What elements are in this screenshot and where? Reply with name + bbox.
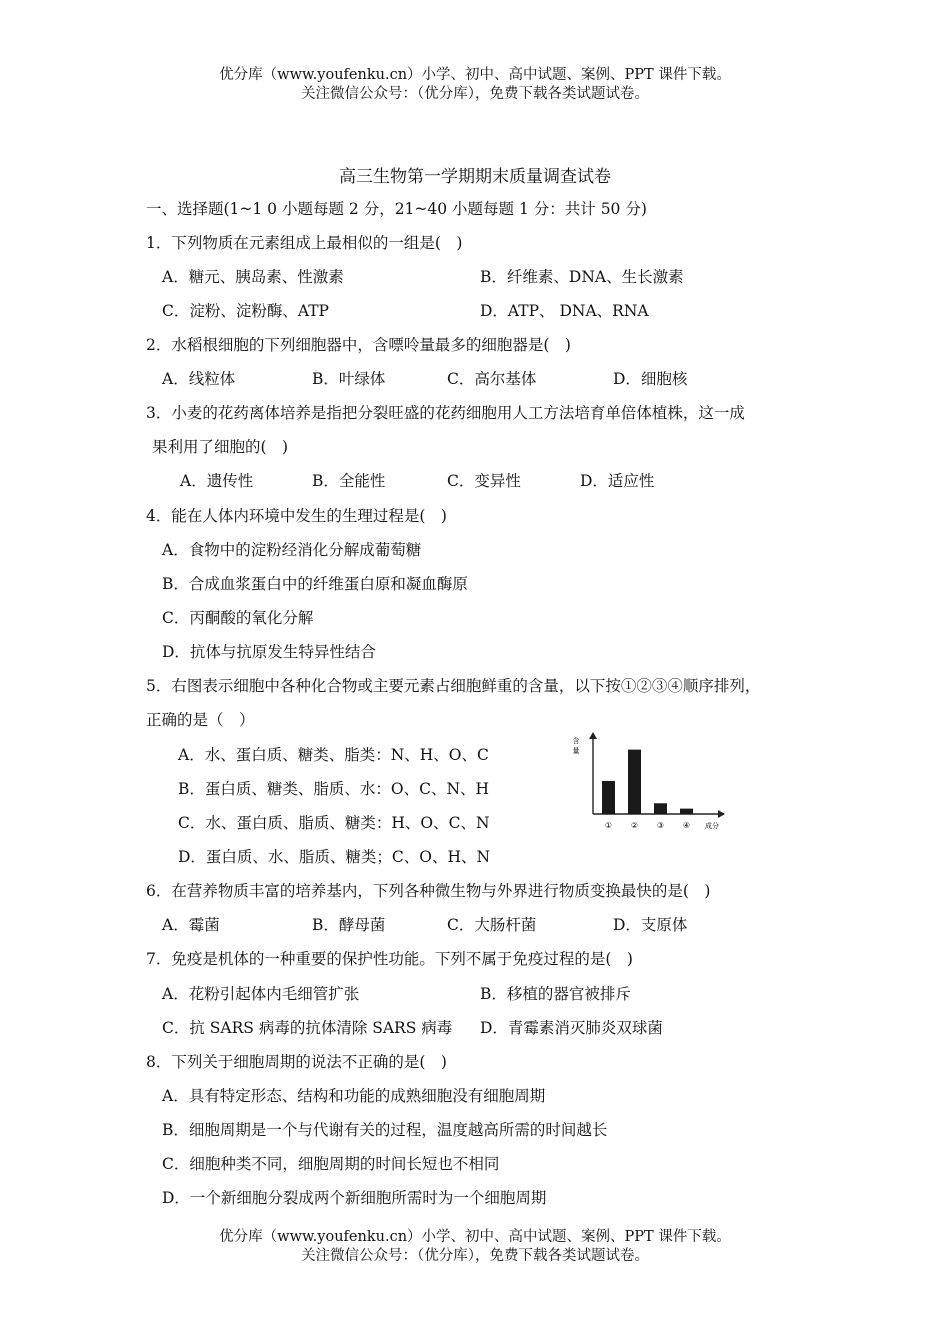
x-axis-label: 成分: [705, 822, 719, 830]
q6-option-c: C．大肠杆菌: [447, 916, 537, 934]
q1-option-b: B．纤维素、DNA、生长激素: [480, 268, 684, 286]
q2-option-a: A．线粒体: [162, 370, 236, 388]
q2-option-c: C．高尔基体: [447, 370, 537, 388]
q5-stem-1: 5．右图表示细胞中各种化合物或主要元素占细胞鲜重的含量，以下按①②③④顺序排列，: [146, 677, 761, 695]
q7-option-d: D．青霉素消灭肺炎双球菌: [480, 1019, 663, 1037]
header-banner: [0, 66, 950, 104]
q6-option-b: B．酵母菌: [312, 916, 386, 934]
y-axis-arrow: [589, 732, 597, 739]
q2-stem: 2．水稻根细胞的下列细胞器中，含嘌呤量最多的细胞器是( ): [146, 336, 571, 354]
q8-option-b: B．细胞周期是一个与代谢有关的过程，温度越高所需的时间越长: [162, 1121, 608, 1139]
header-line-2: 关注微信公众号：（优分库），免费下载各类试题试卷。: [301, 86, 649, 102]
q8-stem: 8．下列关于细胞周期的说法不正确的是( ): [146, 1053, 447, 1071]
q7-option-c: C．抗 SARS 病毒的抗体清除 SARS 病毒: [162, 1019, 453, 1037]
q3-option-d: D．适应性: [580, 472, 655, 490]
q4-stem: 4．能在人体内环境中发生的生理过程是( ): [146, 507, 447, 525]
q6-option-d: D．支原体: [613, 916, 688, 934]
q3-stem-1: 3．小麦的花药离体培养是指把分裂旺盛的花药细胞用人工方法培育单倍体植株，这一成: [146, 404, 745, 422]
q1-stem: 1．下列物质在元素组成上最相似的一组是( ): [146, 234, 463, 252]
q7-option-b: B．移植的器官被排斥: [480, 985, 631, 1003]
q5-option-b: B．蛋白质、糖类、脂质、水：O、C、N、H: [178, 780, 490, 798]
y-axis-label-char: 量: [572, 747, 580, 755]
q5-stem-2: 正确的是（ ）: [146, 711, 255, 729]
bar-3: [654, 803, 667, 814]
q6-stem: 6．在营养物质丰富的培养基内，下列各种微生物与外界进行物质变换最快的是( ): [146, 882, 711, 900]
q4-option-a: A．食物中的淀粉经消化分解成葡萄糖: [162, 541, 422, 559]
q5-option-d: D．蛋白质、水、脂质、糖类；C、O、H、N: [178, 848, 491, 866]
q8-option-a: A．具有特定形态、结构和功能的成熟细胞没有细胞周期: [162, 1087, 546, 1105]
q3-option-a: A．遗传性: [180, 472, 254, 490]
q3-stem-2: 果利用了细胞的( ): [152, 438, 289, 456]
x-tick-label-3: ③: [656, 821, 665, 830]
bar-4: [680, 809, 693, 814]
page-title: 高三生物第一学期期末质量调查试卷: [339, 167, 611, 187]
q8-option-d: D．一个新细胞分裂成两个新细胞所需时为一个细胞周期: [162, 1189, 547, 1207]
q3-option-c: C．变异性: [447, 472, 521, 490]
section-heading: 一、选择题(1~1 0 小题每题 2 分，21~40 小题每题 1 分：共计 50 分): [146, 200, 647, 218]
footer-line-1: 优分库（www.youfenku.cn）小学、初中、高中试题、案例、PPT 课件下载。: [219, 1229, 731, 1245]
q7-stem: 7．免疫是机体的一种重要的保护性功能。下列不属于免疫过程的是( ): [146, 950, 633, 968]
header-line-1: 优分库（www.youfenku.cn）小学、初中、高中试题、案例、PPT 课件下载。: [219, 67, 731, 83]
q8-option-c: C．细胞种类不同，细胞周期的时间长短也不相同: [162, 1155, 500, 1173]
q7-option-a: A．花粉引起体内毛细管扩张: [162, 985, 360, 1003]
q4-option-d: D．抗体与抗原发生特异性结合: [162, 643, 376, 661]
q1-option-c: C．淀粉、淀粉酶、ATP: [162, 302, 329, 320]
q5-bar-chart: [566, 732, 734, 834]
footer-line-2: 关注微信公众号：（优分库），免费下载各类试题试卷。: [301, 1248, 649, 1264]
x-axis-arrow: [718, 810, 725, 818]
q5-option-a: A．水、蛋白质、糖类、脂类：N、H、O、C: [178, 746, 489, 764]
q4-option-c: C．丙酮酸的氧化分解: [162, 609, 314, 627]
q1-option-a: A．糖元、胰岛素、性激素: [162, 268, 344, 286]
bar-2: [628, 750, 641, 814]
y-axis-label: [573, 736, 580, 755]
q3-option-b: B．全能性: [312, 472, 386, 490]
x-tick-labels: [605, 821, 690, 830]
footer-banner: [0, 1228, 950, 1266]
bar-1: [602, 781, 615, 814]
x-tick-label-2: ②: [630, 821, 639, 830]
q1-option-d: D．ATP、 DNA、RNA: [480, 302, 649, 320]
x-tick-label-1: ①: [604, 821, 613, 830]
x-tick-label-4: ④: [682, 821, 691, 830]
bars-group: [602, 750, 693, 814]
y-axis-label-char: 含: [572, 737, 580, 745]
q5-option-c: C．水、蛋白质、脂质、糖类：H、O、C、N: [178, 814, 490, 832]
q4-option-b: B．合成血浆蛋白中的纤维蛋白原和凝血酶原: [162, 575, 468, 593]
q2-option-b: B．叶绿体: [312, 370, 386, 388]
q2-option-d: D．细胞核: [613, 370, 688, 388]
q6-option-a: A．霉菌: [162, 916, 220, 934]
